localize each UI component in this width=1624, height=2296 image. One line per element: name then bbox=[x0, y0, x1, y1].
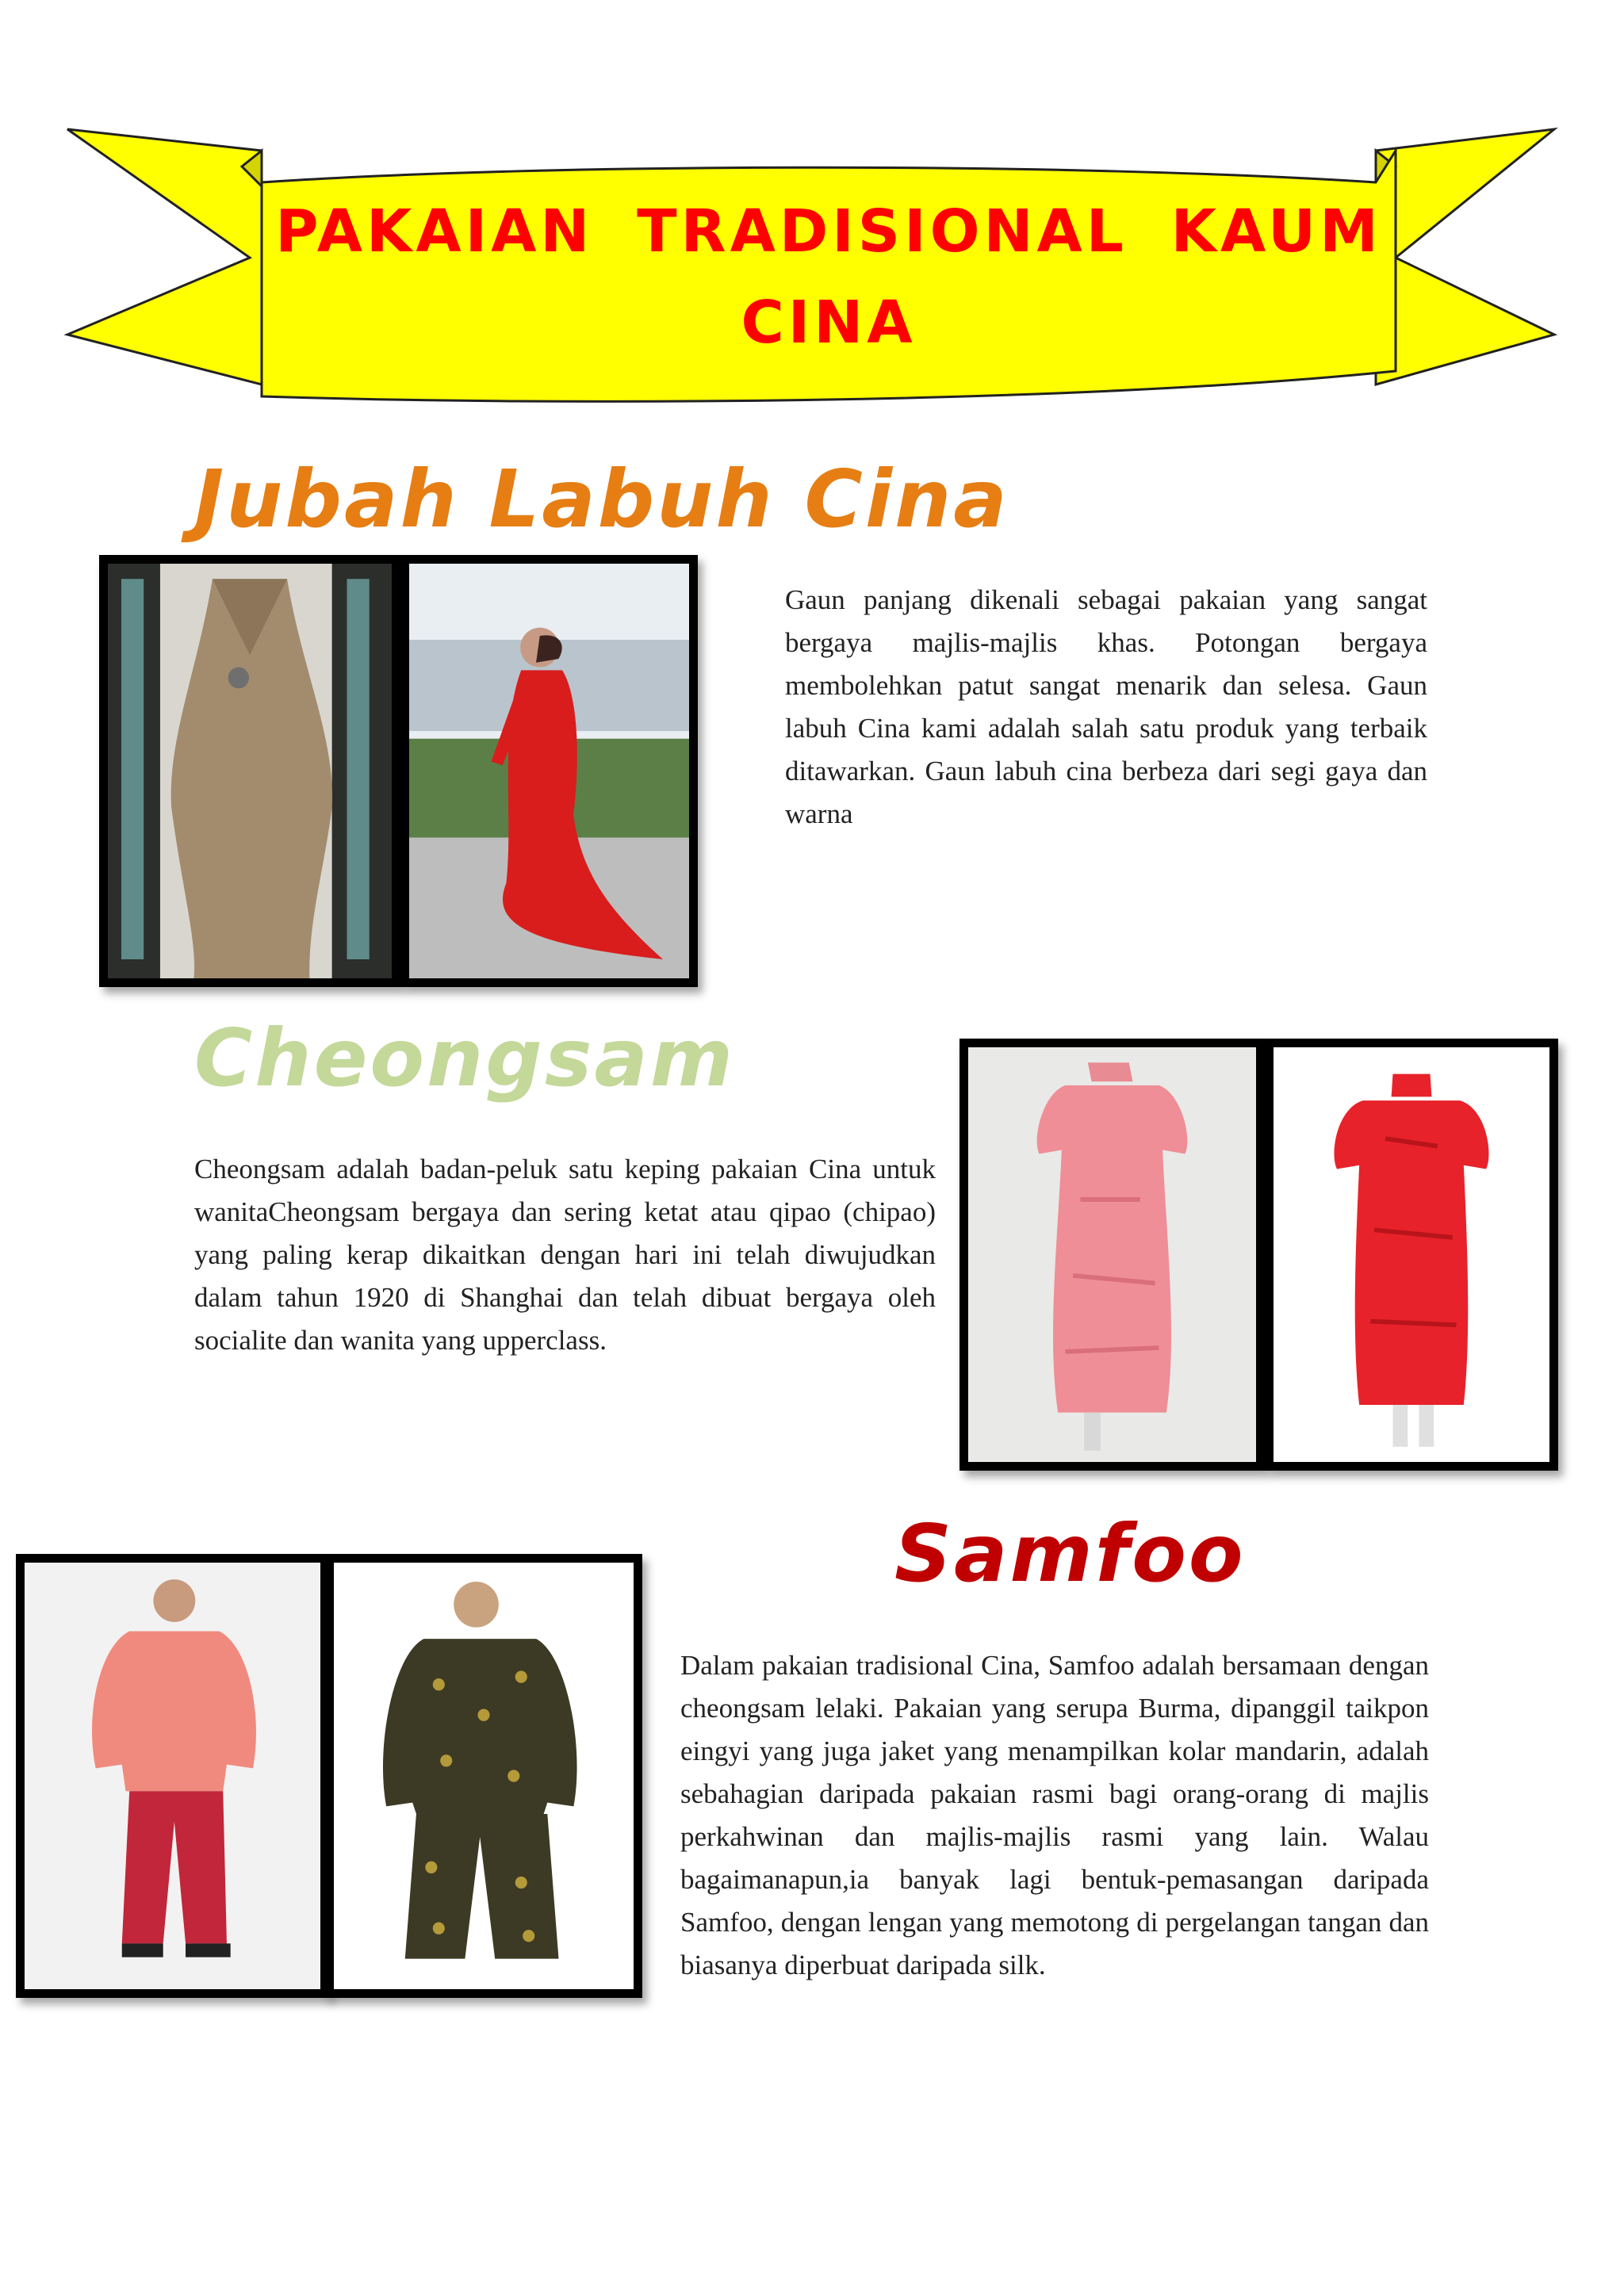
pink-samfoo-photo bbox=[16, 1554, 329, 1998]
section-heading-samfoo: Samfoo bbox=[894, 1507, 1246, 1600]
section-text-cheongsam: Cheongsam adalah badan-peluk satu keping pakaian Cina untuk wanitaCheongsam bergaya dan sering ketat atau qipao (chipao) yang paling kerap dikaitkan dengan hari ini telah diwujudkan dalam tahun 1920 di Shanghai dan telah dibuat bergaya oleh socialite dan wanita yang upperclass. bbox=[194, 1154, 936, 1356]
section-heading-cheongsam: Cheongsam bbox=[194, 1012, 736, 1104]
section-heading-jubah: Jubah Labuh Cina bbox=[194, 453, 1009, 545]
black-gold-samfoo-photo bbox=[325, 1554, 642, 1998]
banner-left-tail bbox=[67, 129, 262, 385]
banner-right-tail bbox=[1376, 129, 1554, 385]
pink-cheongsam-photo bbox=[959, 1039, 1265, 1471]
section-text-samfoo: Dalam pakaian tradisional Cina, Samfoo adalah bersamaan dengan cheongsam lelaki. Pakaian yang serupa Burma, dipanggil taikpon eingyi yang juga jaket yang menampilkan kolar mandarin, adalah sebahagian daripada pakaian rasmi bagi orang-orang di majlis perkahwinan dan majlis-majlis rasmi yang lain. Walau bagaimanapun,ia banyak lagi bentuk-pemasangan daripada Samfoo, dengan lengan yang memotong di pergelangan tangan dan biasanya diperbuat daripada silk. bbox=[680, 1650, 1429, 1980]
banner-title bbox=[262, 186, 1396, 368]
brown-kaftan-dress-photo bbox=[99, 555, 400, 987]
red-cheongsam-photo bbox=[1265, 1039, 1558, 1471]
banner-title-line1: PAKAIAN TRADISIONAL KAUM bbox=[275, 197, 1382, 266]
red-lace-gown-photo bbox=[400, 555, 698, 987]
banner-title-line2: CINA bbox=[741, 288, 917, 357]
section-text-jubah: Gaun panjang dikenali sebagai pakaian yang sangat bergaya majlis-majlis khas. Potongan bergaya membolehkan patut sangat menarik dan selesa. Gaun labuh Cina kami adalah salah satu produk yang terbaik ditawarkan. Gaun labuh cina berbeza dari segi gaya dan warna bbox=[785, 584, 1427, 829]
